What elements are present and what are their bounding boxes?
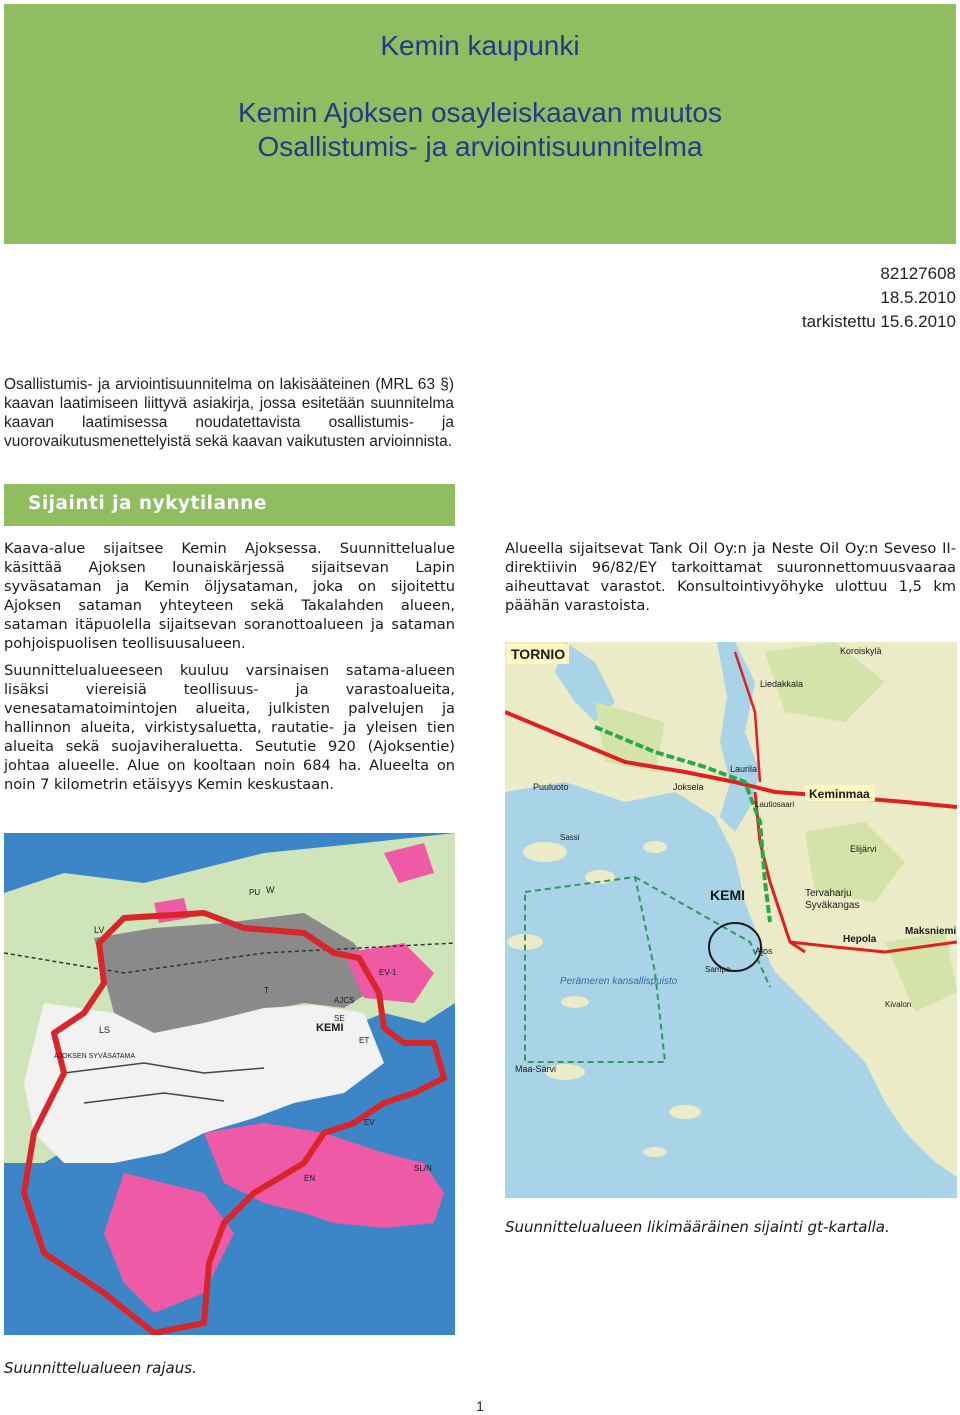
section-heading-bar [4,484,455,526]
plan-label-w: W [266,885,275,895]
document-number: 82127608 [880,264,956,283]
label-sassi: Sassi [560,833,580,842]
document-date: 18.5.2010 [880,288,956,307]
header-banner [4,4,956,244]
document-title-line1: Kemin Ajoksen osayleiskaavan muutos [237,97,723,128]
plan-label-en: EN [304,1174,316,1183]
label-joksela: Joksela [673,782,704,792]
plan-map-caption: Suunnittelualueen rajaus. [4,1359,197,1377]
plan-label-pu: PU [249,888,261,897]
seveso-paragraph: Alueella sijaitsevat Tank Oil Oy:n ja Neste Oil Oy:n Seveso II-direktiivin 96/82/EY tarkoittamat suuronnettomuusvaaraa aiheuttavat varastot. Konsultointivyöhyke ulottuu 1,5 km päähän varastoista. [505,540,956,614]
label-perameren: Perämeren kansallispuisto [560,976,678,987]
label-laurila: Laurila [730,764,758,774]
label-lautiosaari: Lautiosaari [755,800,795,809]
location-paragraph-1: Kaava-alue sijaitsee Kemin Ajoksessa. Suunnittelualue käsittää Ajoksen lounaiskärjessä sijaitsevan Lapin syväsataman ja Kemin öljysataman, joka on sijoitettu Ajoksen sataman yhteyteen sekä Takalahden alueen, sataman itäpuolella sijaitsevan soranottoalueen ja sataman pohjoispuolisen teollisuusalueen. [4,540,455,652]
plan-label-kemi: KEMI [316,1022,344,1034]
plan-map-drawing [4,833,455,1335]
plan-label-sln: SL/N [414,1164,432,1173]
plan-label-ev1: EV-1 [379,968,397,977]
city-name: Kemin kaupunki [380,30,580,61]
page-number: 1 [476,1398,484,1414]
plan-label-t: T [264,986,269,995]
label-keminmaa: Keminmaa [809,787,870,801]
gt-map [505,642,957,1198]
gt-map-drawing [505,642,957,1198]
plan-map [4,833,455,1335]
plan-label-ev: EV [364,1118,375,1127]
plan-label-ls: LS [99,1025,111,1035]
plan-label-ajos-syvasatama: AJOKSEN SYVÄSATAMA [54,1053,136,1060]
plan-label-et: ET [359,1036,370,1045]
label-syvakangas: Syväkangas [805,900,860,911]
plan-label-ajcs: AJCS [334,996,355,1005]
label-kivalo: Kivalon [885,1000,912,1009]
label-ajos: Ajos [755,946,773,956]
plan-label-lv: LV [94,925,105,935]
label-sampo: Sampo [705,965,731,974]
label-elijarvi: Elijärvi [850,844,877,854]
label-puuluoto: Puuluoto [533,782,569,792]
gt-map-caption: Suunnittelualueen likimääräinen sijainti gt-kartalla. [505,1218,890,1236]
label-maasarvi: Maa-Särvi [515,1064,557,1074]
label-koroiskyla: Koroiskylä [840,646,882,656]
label-kemi: KEMI [710,887,745,903]
label-maksniemi: Maksniemi [905,926,957,937]
intro-paragraph: Osallistumis- ja arviointisuunnitelma on lakisääteinen (MRL 63 §) kaavan laatimiseen liittyvä asiakirja, jossa esitetään suunnitelma kaavan laatimisessa noudatettavista osallistumis- ja vuorovaikutusmenettelyistä sekä kaavan vaikutusten arvioinnista. [4,376,454,450]
location-paragraph-2: Suunnittelualueeseen kuuluu varsinaisen satama-alueen lisäksi viereisiä teollisuus- ja varastoalueita, venesatamatoimintojen alueita, julkisten palvelujen ja hallinnon alueita, virkistysaluetta, rautatie- ja yleisen tien alueita sekä suojaviheraluetta. Seututie 920 (Ajoksentie) johtaa alueelle. Alue on kooltaan noin 684 ha. Alueelta on noin 7 kilometrin etäisyys Kemin keskustaan. [4,662,455,793]
label-tervaharju: Tervaharju [805,888,852,899]
document-title-line2: Osallistumis- ja arviointisuunnitelma [257,131,703,162]
plan-label-se: SE [334,1014,345,1023]
section-title: Sijainti ja nykytilanne [28,493,267,514]
label-tornio: TORNIO [511,646,566,662]
document-meta [802,262,956,334]
label-hepola: Hepola [843,934,877,945]
revision-date: tarkistettu 15.6.2010 [801,312,956,331]
label-liedakkala: Liedakkala [760,679,804,689]
